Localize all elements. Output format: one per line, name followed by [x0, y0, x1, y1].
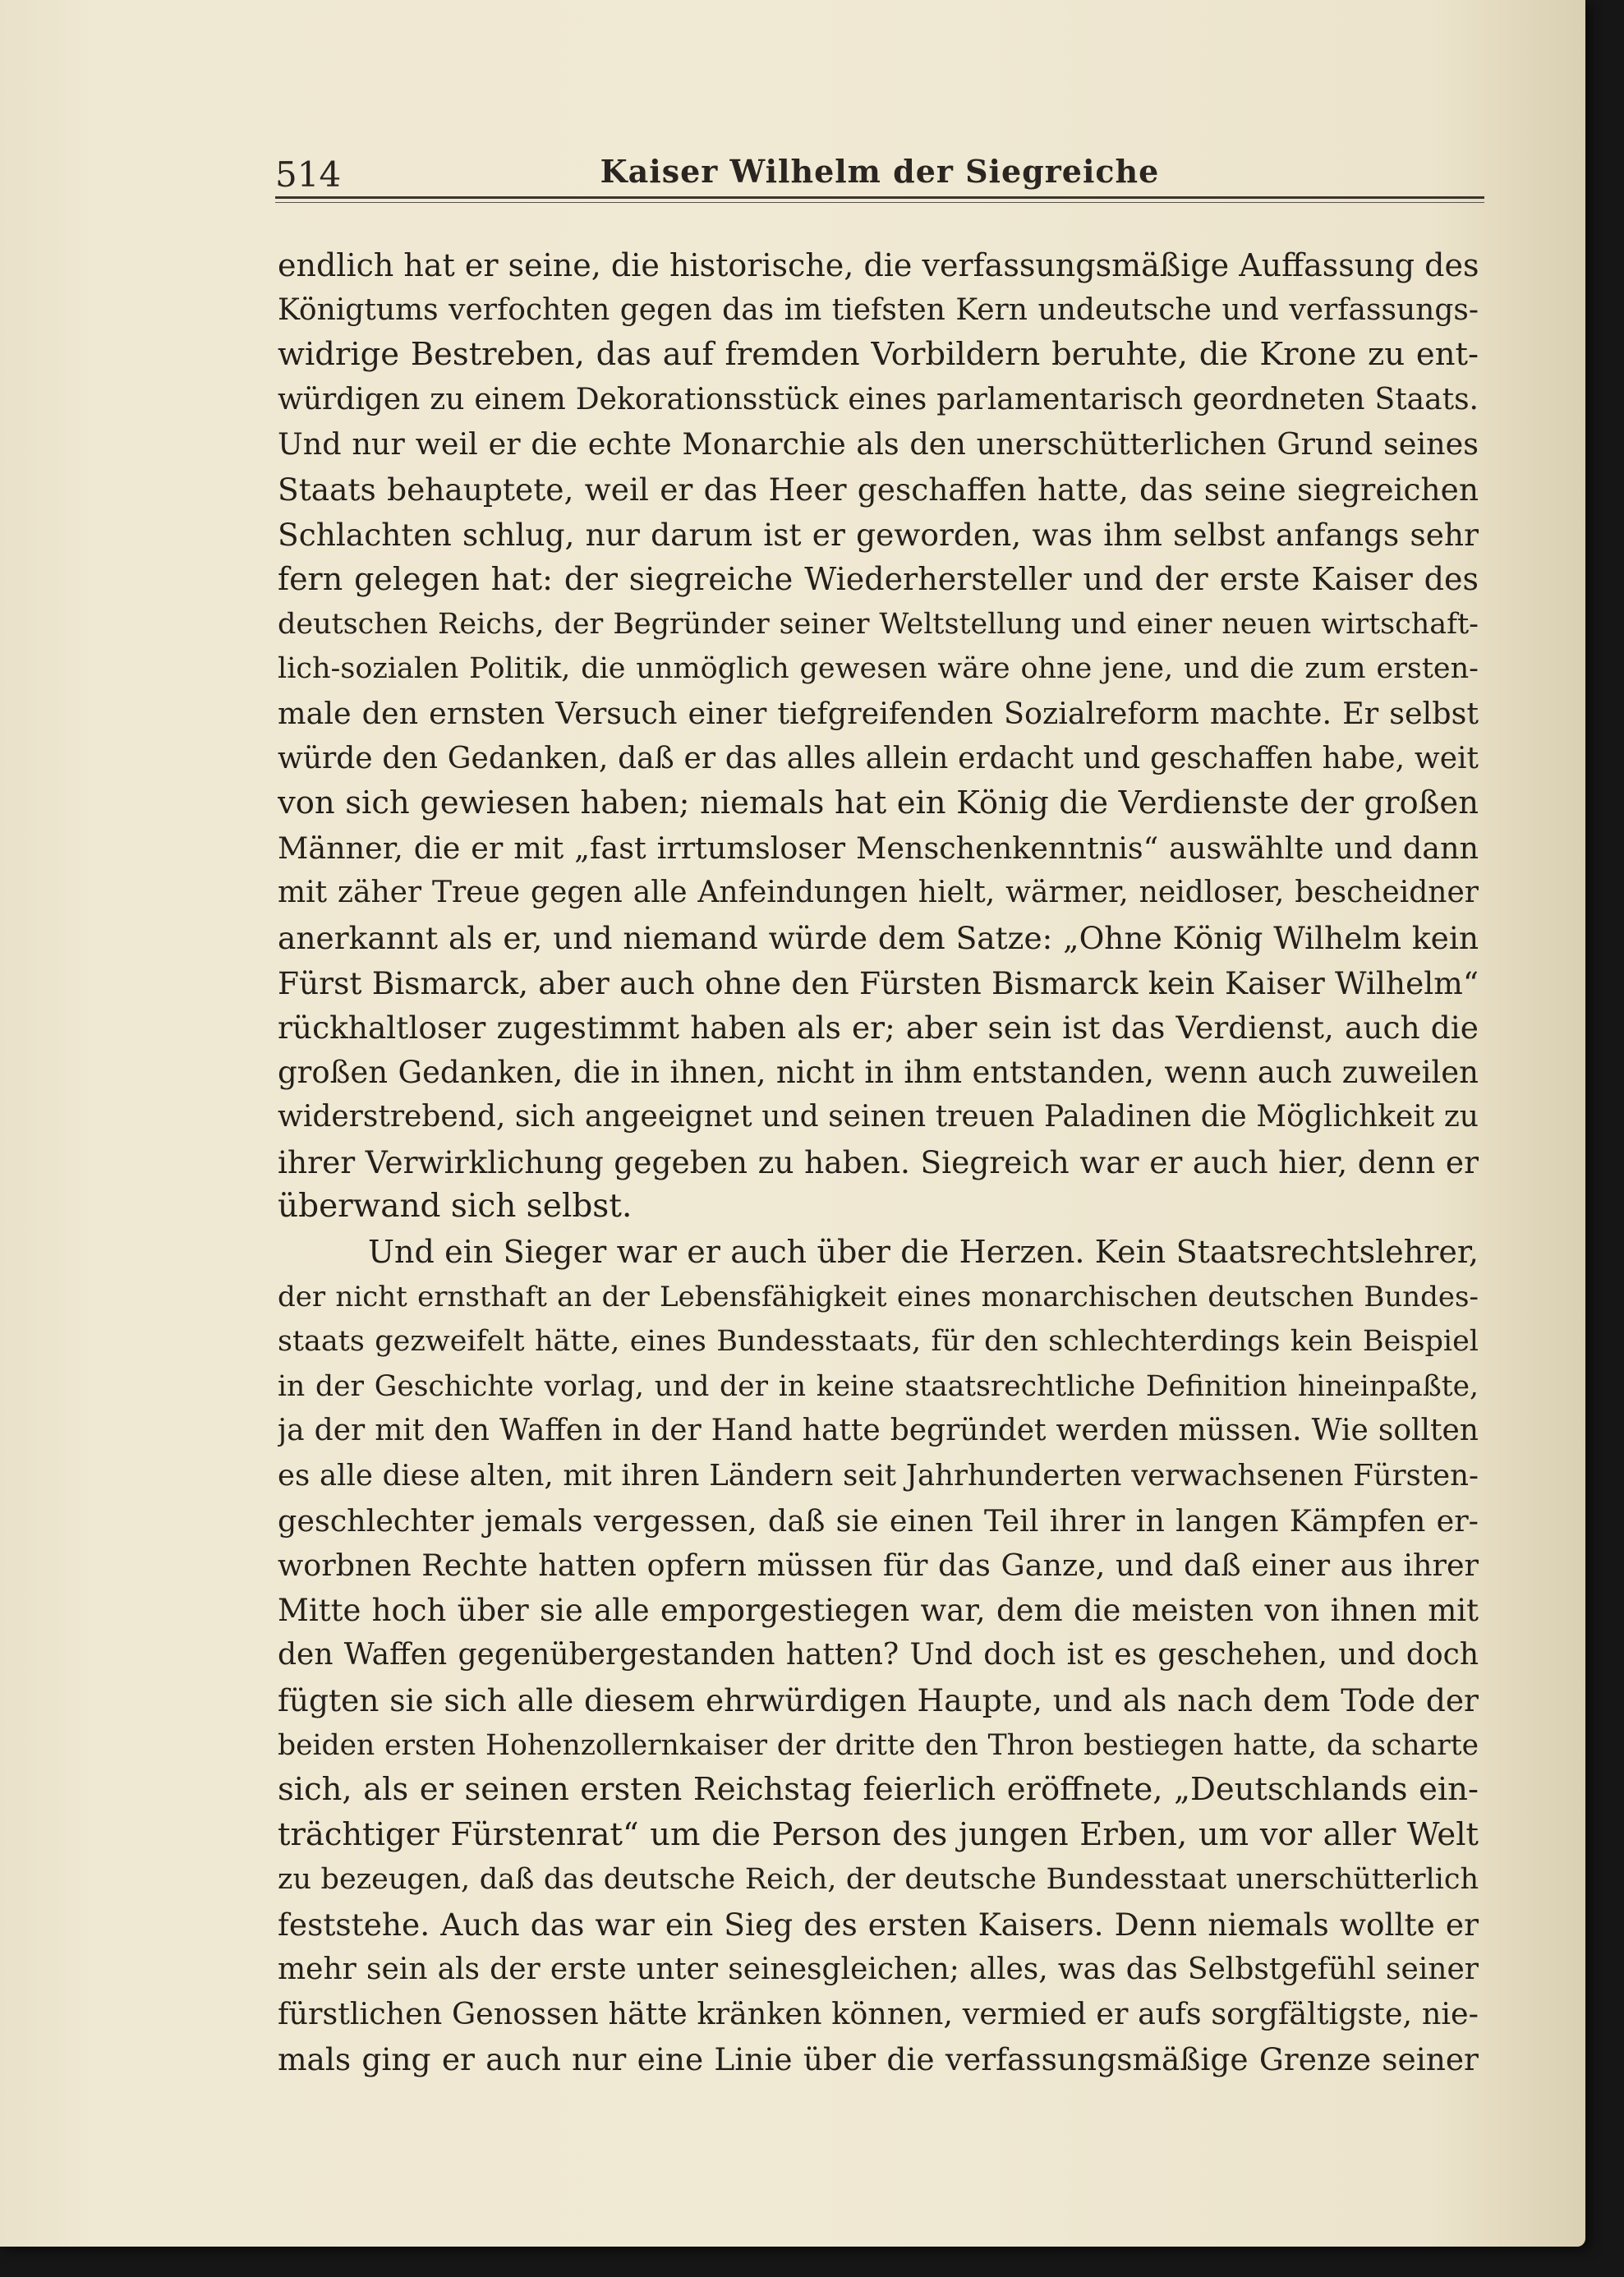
text-line: lich-sozialen Politik, die unmöglich gewesen wäre ohne jene, und die zum ersten- [278, 652, 1479, 686]
text-line: endlich hat er seine, die historische, die verfassungsmäßige Auffassung des [278, 247, 1479, 283]
text-line: überwand sich selbst. [278, 1188, 633, 1226]
text-line: fern gelegen hat: der siegreiche Wiederhersteller und der erste Kaiser des [278, 561, 1479, 598]
text-line: worbnen Rechte hatten opfern müssen für das Ganze, und daß einer aus ihrer [278, 1548, 1479, 1584]
text-line: widerstrebend, sich angeeignet und seinen treuen Paladinen die Möglichkeit zu [278, 1100, 1479, 1134]
text-line: trächtiger Fürstenrat“ um die Person des jungen Erben, um vor aller Welt [278, 1815, 1479, 1853]
text-line: großen Gedanken, die in ihnen, nicht in ihm entstanden, wenn auch zuweilen [278, 1054, 1479, 1090]
text-line: rückhaltloser zugestimmt haben als er; aber sein ist das Verdienst, auch die [278, 1010, 1479, 1046]
text-line: den Waffen gegenübergestanden hatten? Und doch ist es geschehen, und doch [278, 1638, 1479, 1672]
text-line: zu bezeugen, daß das deutsche Reich, der deutsche Bundesstaat unerschütterlich [278, 1863, 1479, 1897]
text-line: male den ernsten Versuch einer tiefgreifenden Sozialreform machte. Er selbst [278, 695, 1479, 731]
text-line: geschlechter jemals vergessen, daß sie einen Teil ihrer in langen Kämpfen er- [278, 1502, 1479, 1539]
text-line: fürstlichen Genossen hätte kränken können, vermied er aufs sorgfältigste, nie- [278, 1996, 1479, 2032]
text-line: der nicht ernsthaft an der Lebensfähigkeit eines monarchischen deutschen Bundes- [278, 1280, 1479, 1313]
paragraph-1 [278, 243, 1479, 1230]
body-text [278, 243, 1479, 2082]
running-title: Kaiser Wilhelm der Siegreiche [600, 153, 1160, 190]
text-line: beiden ersten Hohenzollernkaiser der dritte den Thron bestiegen hatte, da scharte [278, 1728, 1479, 1762]
text-line: würde den Gedanken, daß er das alles allein erdacht und geschaffen habe, weit [278, 741, 1479, 775]
text-line: ihrer Verwirklichung gegeben zu haben. Siegreich war er auch hier, denn er [278, 1143, 1479, 1180]
text-line: Und nur weil er die echte Monarchie als den unerschütterlichen Grund seines [278, 426, 1479, 462]
text-line: mit zäher Treue gegen alle Anfeindungen hielt, wärmer, neidloser, bescheidner [278, 876, 1479, 910]
paragraph-2 [278, 1230, 1479, 2082]
header-rule-thin [275, 202, 1484, 203]
text-line: würdigen zu einem Dekorationsstück eines parlamentarisch geordneten Staats. [278, 382, 1479, 416]
text-line: Staats behauptete, weil er das Heer geschaffen hatte, das seine siegreichen [278, 471, 1479, 508]
text-line: in der Geschichte vorlag, und der in keine staatsrechtliche Definition hineinpaßte, [278, 1369, 1479, 1403]
page-header [275, 146, 1484, 196]
text-line: Königtums verfochten gegen das im tiefsten Kern undeutsche und verfassungs- [278, 292, 1479, 327]
header-rule-thick [275, 196, 1484, 199]
text-line: deutschen Reichs, der Begründer seiner Weltstellung und einer neuen wirtschaft- [278, 607, 1479, 641]
text-line: staats gezweifelt hätte, eines Bundesstaats, für den schlechterdings kein Beispiel [278, 1325, 1479, 1359]
text-line: widrige Bestreben, das auf fremden Vorbildern beruhte, die Krone zu ent- [278, 336, 1479, 374]
text-line: mehr sein als der erste unter seinesgleichen; alles, was das Selbstgefühl seiner [278, 1952, 1479, 1986]
text-line: Schlachten schlug, nur darum ist er geworden, was ihm selbst anfangs sehr [278, 516, 1479, 553]
text-line: Und ein Sieger war er auch über die Herzen. Kein Staatsrechtslehrer, [368, 1234, 1479, 1271]
text-line: von sich gewiesen haben; niemals hat ein König die Verdienste der großen [278, 784, 1479, 822]
text-line: mals ging er auch nur eine Linie über die verfassungsmäßige Grenze seiner [278, 2040, 1479, 2077]
text-line: fügten sie sich alle diesem ehrwürdigen Haupte, und als nach dem Tode der [278, 1682, 1479, 1718]
text-line: sich, als er seinen ersten Reichstag feierlich eröffnete, „Deutschlands ein- [278, 1771, 1479, 1809]
text-line: Fürst Bismarck, aber auch ohne den Fürsten Bismarck kein Kaiser Wilhelm“ [278, 964, 1479, 1001]
text-line: Mitte hoch über sie alle emporgestiegen war, dem die meisten von ihnen mit [278, 1592, 1479, 1628]
text-line: ja der mit den Waffen in der Hand hatte begründet werden müssen. Wie sollten [278, 1414, 1479, 1448]
page-number: 514 [275, 154, 342, 195]
text-line: Männer, die er mit „fast irrtumsloser Menschenkenntnis“ auswählte und dann [278, 830, 1479, 866]
text-line: anerkannt als er, und niemand würde dem Satze: „Ohne König Wilhelm kein [278, 919, 1479, 956]
text-line: es alle diese alten, mit ihren Ländern seit Jahrhunderten verwachsenen Fürsten- [278, 1459, 1479, 1493]
text-line: feststehe. Auch das war ein Sieg des ersten Kaisers. Denn niemals wollte er [278, 1906, 1479, 1943]
